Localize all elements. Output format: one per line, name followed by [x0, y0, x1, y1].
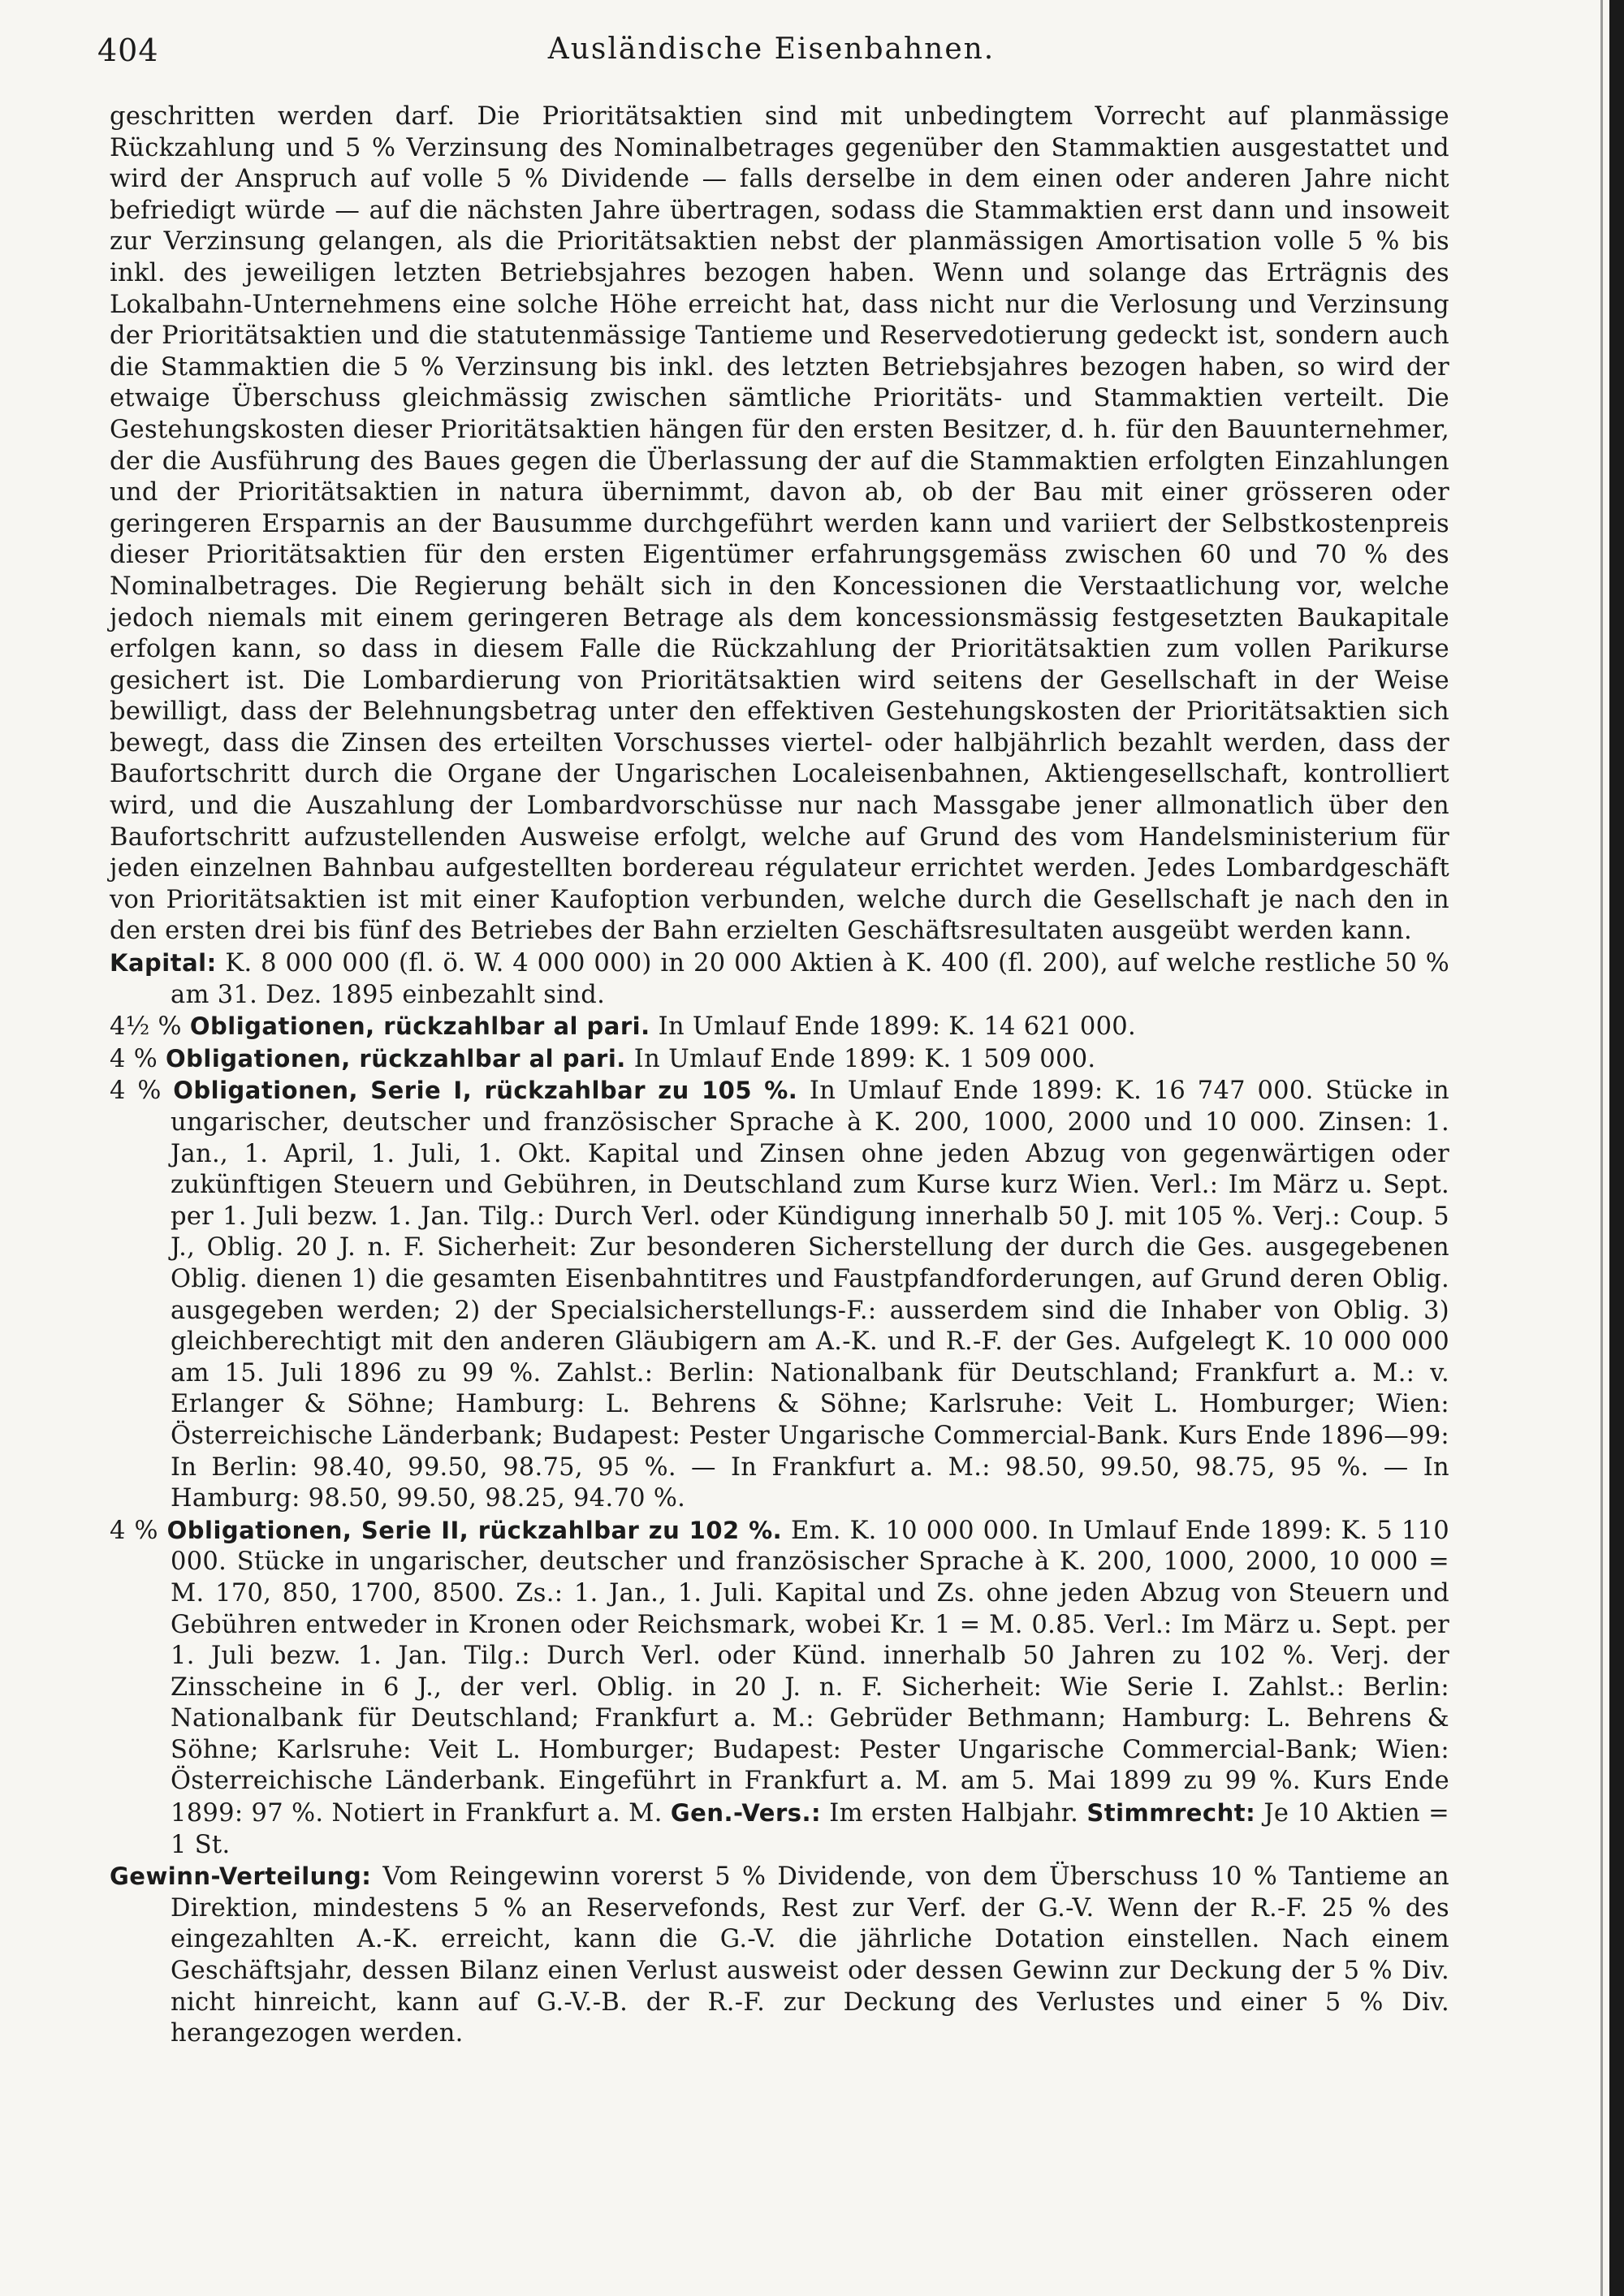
obligation-2-text: In Umlauf Ende 1899: K. 1 509 000. [625, 1044, 1096, 1073]
obligation-3-text: In Umlauf Ende 1899: K. 16 747 000. Stücke in ungarischer, deutscher und französischer Sprache à K. 200, 1000, 2000 und 10 000. Zinsen: 1. Jan., 1. April, 1. Juli, 1. Okt. Kapital und Zinsen ohne jeden Abzug von gegenwärtigen oder zukünftigen Steuern und Gebühren, in Deutschland zum Kurse kurz Wien. Verl.: Im März u. Sept. per 1. Juli bezw. 1. Jan. Tilg.: Durch Verl. oder Kündigung innerhalb 50 J. mit 105 %. Verj.: Coup. 5 J., Oblig. 20 J. n. F. Sicherheit: Zur besonderen Sicherstellung der durch die Ges. ausgegebenen Oblig. dienen 1) die gesamten Eisenbahntitres und Faustpfandforderungen, auf Grund deren Oblig. ausgegeben werden; 2) der Specialsicherstellungs-F.: ausserdem sind die Inhaber von Oblig. 3) gleichberechtigt mit den anderen Gläubigern am A.-K. und R.-F. der Ges. Aufgelegt K. 10 000 000 am 15. Juli 1896 zu 99 %. Zahlst.: Berlin: Nationalbank für Deutschland; Frankfurt a. M.: v. Erlanger & Söhne; Hamburg: L. Behrens & Söhne; Karlsruhe: Veit L. Homburger; Wien: Österreichische Länderbank; Budapest: Pester Ungarische Commercial-Bank. Kurs Ende 1896—99: In Berlin: 98.40, 99.50, 98.75, 95 %. — In Frankfurt a. M.: 98.50, 99.50, 98.75, 95 %. — In Hamburg: 98.50, 99.50, 98.25, 94.70 %. [171, 1077, 1449, 1513]
obligation-3-label: Obligationen, Serie I, rückzahlbar zu 105 %. [173, 1077, 798, 1105]
gewinn-verteilung-entry [110, 1861, 1449, 2050]
page-header [97, 32, 1445, 73]
scan-page-edge [1609, 0, 1624, 2296]
gewinn-verteilung-label: Gewinn-Verteilung: [110, 1862, 372, 1891]
kapital-text: K. 8 000 000 (fl. ö. W. 4 000 000) in 20 000 Aktien à K. 400 (fl. 200), auf welche restliche 50 % am 31. Dez. 1895 einbezahlt sind. [171, 949, 1449, 1009]
obligation-1-prefix: 4½ % [110, 1012, 190, 1042]
obligation-4-prefix: 4 % [110, 1516, 167, 1545]
obligation-entry-serie-1 [110, 1075, 1449, 1514]
gewinn-verteilung-text: Vom Reingewinn vorerst 5 % Dividende, von dem Überschuss 10 % Tantieme an Direktion, mindestens 5 % an Reservefonds, Rest zur Verf. der G.-V. Wenn der R.-F. 25 % des eingezahlten A.-K. erreicht, kann die G.-V. die jährliche Dotation einstellen. Nach einem Geschäftsjahr, dessen Bilanz einen Verlust ausweist oder dessen Gewinn zur Deckung der 5 % Div. nicht hinreicht, kann auf G.-V.-B. der R.-F. zur Deckung des Verlustes und einer 5 % Div. herangezogen werden. [171, 1862, 1449, 2048]
obligation-1-label: Obligationen, rückzahlbar al pari. [189, 1012, 650, 1041]
obligation-3-prefix: 4 % [110, 1077, 174, 1106]
obligation-2-label: Obligationen, rückzahlbar al pari. [165, 1044, 626, 1072]
obligation-4-text: Em. K. 10 000 000. In Umlauf Ende 1899: K. 5 110 000. Stücke in ungarischer, deutscher und französischer Sprache à K. 200, 1000, 2000, 10 000 = M. 170, 850, 1700, 8500. Zs.: 1. Jan., 1. Juli. Kapital und Zs. ohne jeden Abzug von Steuern und Gebühren entweder in Kronen oder Reichsmark, wobei Kr. 1 = M. 0.85. Verl.: Im März u. Sept. per 1. Juli bezw. 1. Jan. Tilg.: Durch Verl. oder Künd. innerhalb 50 Jahren zu 102 %. Verj. der Zinsscheine in 6 J., der verl. Oblig. in 20 J. n. F. Sicherheit: Wie Serie I. Zahlst.: Berlin: Nationalbank für Deutschland; Frankfurt a. M.: Gebrüder Bethmann; Hamburg: L. Behrens & Söhne; Karlsruhe: Veit L. Homburger; Budapest: Pester Ungarische Commercial-Bank; Wien: Österreichische Länderbank. Eingeführt in Frankfurt a. M. am 5. Mai 1899 zu 99 %. Kurs Ende 1899: 97 %. Notiert in Frankfurt a. M. [171, 1516, 1449, 1828]
obligation-entry-serie-2 [110, 1515, 1449, 1862]
page-number: 404 [97, 32, 159, 68]
obligation-4-label: Obligationen, Serie II, rückzahlbar zu 102 %. [166, 1516, 783, 1544]
kapital-entry [110, 947, 1449, 1011]
page-body [110, 101, 1449, 2050]
obligation-entry-2 [110, 1043, 1449, 1076]
obligation-2-prefix: 4 % [110, 1044, 166, 1073]
stimmrecht-text: Je 10 Aktien = 1 St. [171, 1799, 1449, 1859]
running-title: Ausländische Eisenbahnen. [547, 32, 996, 66]
gen-vers-label: Gen.-Vers.: [670, 1799, 822, 1828]
scan-gutter-line [1600, 0, 1603, 2296]
obligation-1-text: In Umlauf Ende 1899: K. 14 621 000. [650, 1012, 1136, 1042]
kapital-label: Kapital: [110, 949, 217, 978]
intro-paragraph: geschritten werden darf. Die Prioritätsaktien sind mit unbedingtem Vorrecht auf planmässige Rückzahlung und 5 % Verzinsung des Nominalbetrages gegenüber den Stammaktien ausgestattet und wird der Anspruch auf volle 5 % Dividende — falls derselbe in dem einen oder anderen Jahre nicht befriedigt würde — auf die nächsten Jahre übertragen, sodass die Stammaktien erst dann und insoweit zur Verzinsung gelangen, als die Prioritätsaktien nebst der planmässigen Amortisation volle 5 % bis inkl. des jeweiligen letzten Betriebsjahres bezogen haben. Wenn und solange das Erträgnis des Lokalbahn-Unternehmens eine solche Höhe erreicht hat, dass nicht nur die Verlosung und Verzinsung der Prioritätsaktien und die statutenmässige Tantieme und Reservedotierung gedeckt ist, sondern auch die Stammaktien die 5 % Verzinsung bis inkl. des letzten Betriebsjahres bezogen haben, so wird der etwaige Überschuss gleichmässig zwischen sämtliche Prioritäts- und Stammaktien verteilt. Die Gestehungskosten dieser Prioritätsaktien hängen für den ersten Besitzer, d. h. für den Bauunternehmer, der die Ausführung des Baues gegen die Überlassung der auf die Stammaktien erfolgten Einzahlungen und der Prioritätsaktien in natura übernimmt, davon ab, ob der Bau mit einer grösseren oder geringeren Ersparnis an der Bausumme durchgeführt werden kann und variiert der Selbstkostenpreis dieser Prioritätsaktien für den ersten Eigentümer erfahrungsgemäss zwischen 60 und 70 % des Nominalbetrages. Die Regierung behält sich in den Koncessionen die Verstaatlichung vor, welche jedoch niemals mit einem geringeren Betrage als dem koncessionsmässig festgesetzten Baukapitale erfolgen kann, so dass in diesem Falle die Rückzahlung der Prioritätsaktien zum vollen Parikurse gesichert ist. Die Lombardierung von Prioritätsaktien wird seitens der Gesellschaft in der Weise bewilligt, dass der Belehnungsbetrag unter den effektiven Gestehungskosten der Prioritätsaktien sich bewegt, dass die Zinsen des erteilten Vorschusses viertel- oder halbjährlich bezahlt werden, dass der Baufortschritt durch die Organe der Ungarischen Localeisenbahnen, Aktiengesellschaft, kontrolliert wird, und die Auszahlung der Lombardvorschüsse nur nach Massgabe jener allmonatlich über den Baufortschritt aufzustellenden Ausweise erfolgt, welche auf Grund des vom Handelsministerium für jeden einzelnen Bahnbau aufgestellten bordereau régulateur errichtet werden. Jedes Lombardgeschäft von Prioritätsaktien ist mit einer Kaufoption verbunden, welche durch die Gesellschaft je nach den in den ersten drei bis fünf des Betriebes der Bahn erzielten Geschäftsresultaten ausgeübt werden kann. [110, 102, 1449, 946]
obligation-entry-1 [110, 1011, 1449, 1043]
stimmrecht-label: Stimmrecht: [1086, 1799, 1256, 1828]
gen-vers-text: Im ersten Halbjahr. [821, 1799, 1087, 1828]
